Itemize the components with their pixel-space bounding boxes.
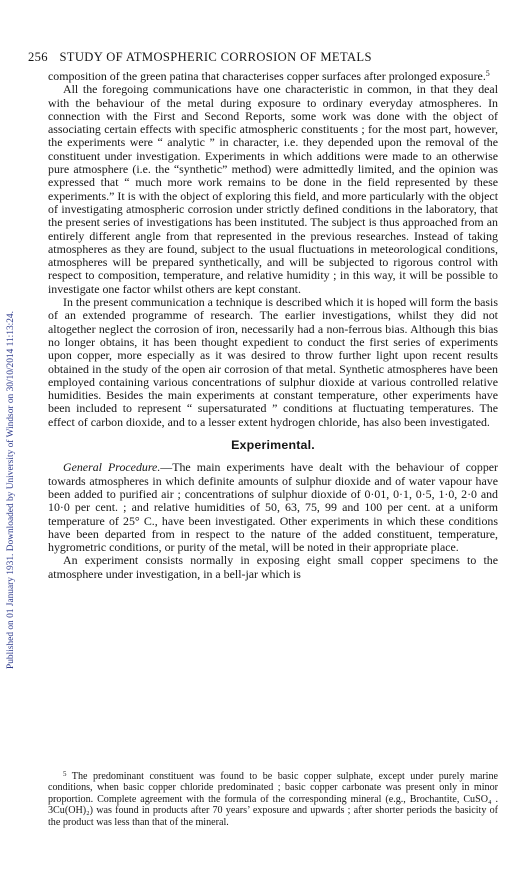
body-text [48,70,498,581]
footnote-mark: 5 [63,770,67,778]
footnote-reference: 5 [485,69,490,78]
procedure-text: —The main experiments have dealt with the behaviour of copper towards atmospheres in which definite amounts of sulphur dioxide and of water vapour have been added to purified air ; concentrations of sulphur dioxide of 0·01, 0·1, 0·5, 1·0, 2·0 and 10·0 per cent. ; and relative humidities of 50, 63, 75, 99 and 100 per cent. at a uniform temperature of 25° C., have been investigated. Other experiments in which these conditions have been departed from in respect to the nature of the added constituent, temperature, hygrometric conditions, or purity of the metal, will be noted in their appropriate place. [48,460,498,555]
page-number: 256 [28,50,48,64]
paragraph-text: composition of the green patina that characterises copper surfaces after prolonged exposure. [48,69,486,83]
paragraph: An experiment consists normally in exposing eight small copper specimens to the atmosphere under investigation, in a bell-jar which is [48,553,498,581]
page-header [28,50,498,65]
section-heading: Experimental. [231,438,315,453]
footnote [48,771,498,828]
paragraph: All the foregoing communications have one characteristic in common, in that they deal with the behaviour of the metal during exposure to ordinary everyday atmospheres. In connection with the First and Second Reports, some work was done with the object of associating certain effects with specific atmospheric constituents ; for the most part, however, the experiments were “ analytic ” in character, i.e. they depended upon the removal of the constituent under investigation. Experiments in which additions were made to an otherwise pure atmosphere (i.e. the “synthetic” method) were admittedly limited, and the opinion was expressed that “ much more work remains to be done in the field represented by these experiments.” It is with the object of exploring this field, and more particularly with the object of investigating atmospheric corrosion under strictly defined conditions in the laboratory, that the present series of investigations has been instituted. The subject is thus approached from an entirely different angle from that represented in the previous researches. Instead of taking atmospheres as they are found, subject to the usual fluctuations in meteorological conditions, atmospheres will be prepared synthetically, and will be subjected to rigorous control with respect to composition, temperature, and relative humidity ; in this way, it will be possible to investigate one factor whilst others are kept constant. [48,82,498,296]
footnote-text: The predominant constituent was found to be basic copper sulphate, except under purely marine conditions, when basic copper chloride predominated ; basic copper carbonate was present only in minor proportion. Complete agreement with the formula of the corresponding mineral (e.g., Brochantite, CuSO₄ . 3Cu(OH)₂) was found in products after 70 years’ exposure and upwards ; after shorter periods the basicity of the product was less than that of the mineral. [48,771,498,828]
paragraph [48,70,498,83]
procedure-label: General Procedure. [63,460,161,475]
running-title: STUDY OF ATMOSPHERIC CORROSION OF METALS [59,50,372,64]
side-stamp-text: Published on 01 January 1931. Downloaded by University of Windsor on 30/10/2014 11:13:24. [6,311,16,669]
paragraph: In the present communication a technique is described which it is hoped will form the basis of an extended programme of research. The earlier investigations, whilst they did not altogether neglect the corrosion of iron, necessarily had a non-ferrous bias. Although this bias no longer obtains, it has been thought expedient to conduct the first series of experiments upon copper, more especially as it was desired to throw further light upon recent results obtained in the study of the open air corrosion of that metal. Synthetic atmospheres have been employed containing various concentrations of sulphur dioxide at various controlled relative humidities. Besides the main experiments at constant temperature, other experiments have been included to represent “ supersaturated ” conditions at fluctuating temperatures. The effect of carbon dioxide, and to a lesser extent hydrogen chloride, has also been investigated. [48,295,498,429]
paragraph [48,461,498,554]
side-stamp [6,140,18,840]
